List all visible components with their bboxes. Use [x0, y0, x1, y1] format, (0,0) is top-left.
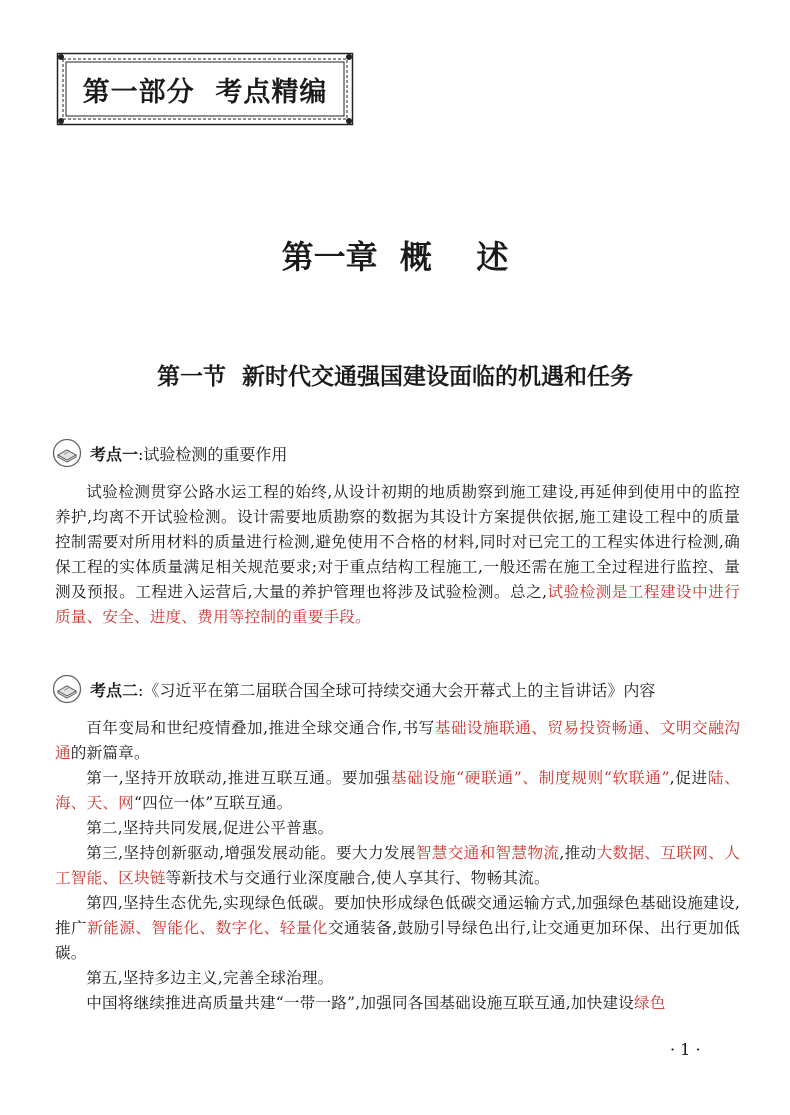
paragraph-text: ,促进 — [669, 769, 708, 787]
paragraph — [55, 891, 740, 966]
book-icon — [52, 674, 82, 704]
paragraph-text: 第一,坚持开放联动,推进互联互通。要加强 — [86, 769, 391, 787]
paragraph-text: 第四,坚持生态优先,实现绿色低碳。要加快形成绿色低碳交通运输方式,加强绿色基础设施建设,推广 — [55, 894, 740, 937]
emphasis-text: 智慧交通和智慧物流 — [415, 844, 560, 862]
paragraph — [55, 966, 740, 991]
paragraph-text: 百年变局和世纪疫情叠加,推进全球交通合作,书写 — [86, 719, 435, 737]
emphasis-text: 试验检测是工程建设中进行质量、安全、进度、费用等控制的重要手段。 — [55, 583, 740, 626]
section-title: 第一节 新时代交通强国建设面临的机遇和任务 — [156, 363, 633, 390]
key-point-2-heading — [52, 672, 655, 706]
paragraph — [55, 480, 740, 630]
paragraph-text: 的新篇章。 — [70, 744, 150, 762]
emphasis-text: 基础设施联通、贸易投资畅通、文明交融沟通 — [55, 719, 740, 762]
paragraph-text: 等新技术与交通行业深度融合,使人享其行、物畅其流。 — [165, 869, 550, 887]
paragraph-text: 第二,坚持共同发展,促进公平普惠。 — [86, 819, 334, 837]
key-point-1-body — [55, 480, 740, 630]
chapter-title: 第一章 概 述 — [281, 238, 509, 276]
paragraph — [55, 991, 740, 1016]
paragraph-text: ,推动 — [559, 844, 597, 862]
page-number: · 1 · — [670, 1040, 701, 1059]
emphasis-text: 绿色 — [634, 994, 666, 1012]
paragraph-text: 第三,坚持创新驱动,增强发展动能。要大力发展 — [86, 844, 416, 862]
emphasis-text: 大数据、互联网、人工智能、区块链 — [55, 844, 740, 887]
key-point-title: :《习近平在第二届联合国全球可持续交通大会开幕式上的主旨讲话》内容 — [138, 680, 656, 700]
key-point-label: 考点二 — [90, 680, 139, 700]
paragraph — [55, 766, 740, 816]
paragraph-text: 交通装备,鼓励引导绿色出行,让交通更加环保、出行更加低碳。 — [55, 919, 740, 962]
part-title: 第一部分 考点精编 — [82, 76, 328, 108]
emphasis-text: 陆、海、天、网 — [55, 769, 740, 812]
key-point-1-heading — [52, 436, 287, 470]
emphasis-text: 基础设施“硬联通”、制度规则“软联通” — [390, 769, 670, 787]
key-point-title: :试验检测的重要作用 — [138, 444, 288, 464]
paragraph — [55, 716, 740, 766]
paragraph-text: 试验检测贯穿公路水运工程的始终,从设计初期的地质勘察到施工建设,再延伸到使用中的监控养护,均离不开试验检测。设计需要地质勘察的数据为其设计方案提供依据,施工建设工程中的质量控制需要对所用材料的质量进行检测,避免使用不合格的材料,同时对已完工的工程实体进行检测,确保工程的实体质量满足相关规范要求;对于重点结构工程施工,一般还需在施工全过程进行监控、量测及预报。工程进入运营后,大量的养护管理也将涉及试验检测。总之, — [55, 483, 740, 601]
paragraph-text: 中国将继续推进高质量共建“一带一路”,加强同各国基础设施互联互通,加快建设 — [86, 994, 635, 1012]
emphasis-text: 新能源、智能化、数字化、轻量化 — [87, 919, 328, 937]
key-point-2-body — [55, 716, 740, 1016]
paragraph-text: 第五,坚持多边主义,完善全球治理。 — [86, 969, 334, 987]
book-icon — [52, 438, 82, 468]
part-title-box — [56, 52, 354, 126]
paragraph-text: “四位一体”互联互通。 — [133, 794, 293, 812]
paragraph — [55, 841, 740, 891]
paragraph — [55, 816, 740, 841]
key-point-label: 考点一 — [90, 444, 139, 464]
